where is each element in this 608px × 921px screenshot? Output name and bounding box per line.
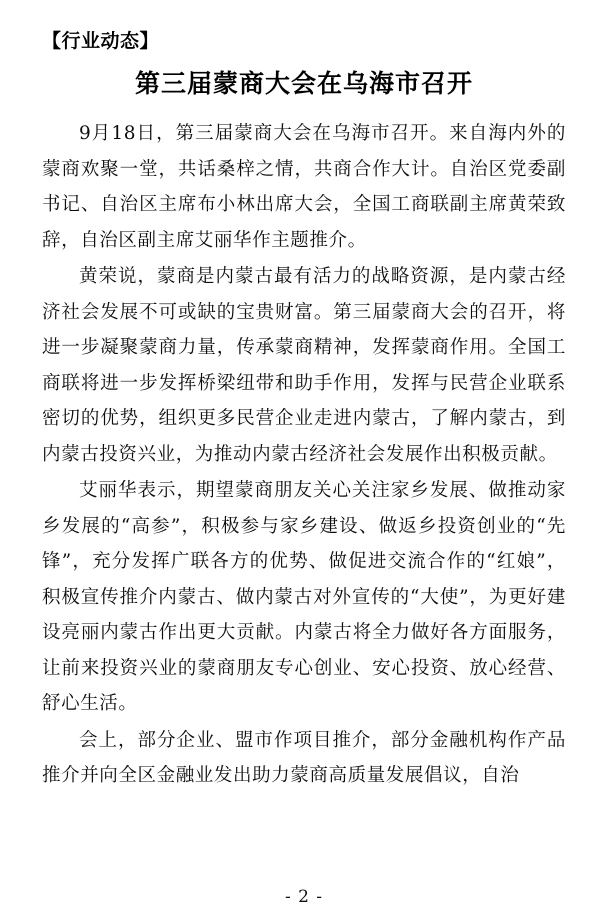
paragraph: 艾丽华表示，期望蒙商朋友关心关注家乡发展、做推动家乡发展的“高参”，积极参与家乡建设、做返乡投资创业的“先锋”，充分发挥广联各方的优势、做促进交流合作的“红娘”，积极宣传推介内蒙古、做内蒙古对外宣传的“大使”，为更好建设亮丽内蒙古作出更大贡献。内蒙古将全力做好各方面服务，让前来投资兴业的蒙商朋友专心创业、安心投资、放心经营、舒心生活。	[42, 480, 566, 715]
paragraph: 会上，部分企业、盟市作项目推介，部分金融机构作产品推介并向全区金融业发出助力蒙商高质量发展倡议，自治	[42, 729, 566, 787]
paragraph: 黄荣说，蒙商是内蒙古最有活力的战略资源，是内蒙古经济社会发展不可或缺的宝贵财富。第三届蒙商大会的召开，将进一步凝聚蒙商力量，传承蒙商精神，发挥蒙商作用。全国工商联将进一步发挥桥梁纽带和助手作用，发挥与民营企业联系密切的优势，组织更多民营企业走进内蒙古，了解内蒙古，到内蒙古投资兴业，为推动内蒙古经济社会发展作出积极贡献。	[42, 266, 566, 465]
section-category-label: 【行业动态】	[42, 30, 160, 52]
page-number: - 2 -	[284, 887, 324, 907]
page-title: 第三届蒙商大会在乌海市召开	[134, 68, 473, 98]
paragraph: 9月18日，第三届蒙商大会在乌海市召开。来自海内外的蒙商欢聚一堂，共话桑梓之情，共商合作大计。自治区党委副书记、自治区主席布小林出席大会，全国工商联副主席黄荣致辞，自治区副主席艾丽华作主题推介。	[42, 123, 566, 251]
article-body	[42, 116, 566, 795]
